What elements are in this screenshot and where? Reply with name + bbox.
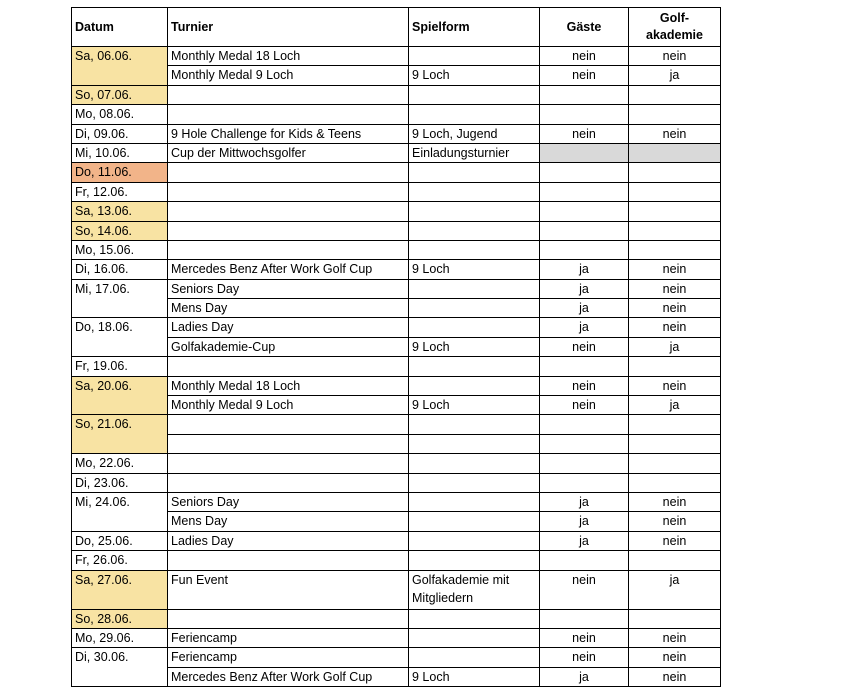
spielform-cell (409, 492, 540, 511)
gaeste-cell: ja (540, 512, 629, 531)
spielform-cell (409, 85, 540, 104)
spielform-cell (409, 531, 540, 550)
gaeste-cell: nein (540, 337, 629, 356)
golfakademie-cell: nein (629, 376, 721, 395)
golfakademie-cell: nein (629, 512, 721, 531)
golfakademie-cell (629, 473, 721, 492)
golfakademie-cell: nein (629, 260, 721, 279)
golfakademie-cell (629, 202, 721, 221)
turnier-cell (168, 105, 409, 124)
spielform-cell: 9 Loch (409, 66, 540, 85)
gaeste-cell (540, 182, 629, 201)
table-row (72, 337, 721, 356)
gaeste-cell: nein (540, 47, 629, 66)
spielform-cell (409, 221, 540, 240)
spielform-cell (409, 473, 540, 492)
date-cell: Mi, 24.06. (72, 492, 168, 531)
turnier-cell (168, 85, 409, 104)
spielform-cell (409, 47, 540, 66)
date-cell: Mi, 10.06. (72, 143, 168, 162)
golfakademie-cell (629, 143, 721, 162)
turnier-cell (168, 221, 409, 240)
spielform-cell: 9 Loch (409, 260, 540, 279)
table-row (72, 143, 721, 162)
gaeste-cell: ja (540, 492, 629, 511)
turnier-cell: Fun Event (168, 570, 409, 609)
turnier-cell: Feriencamp (168, 648, 409, 667)
spielform-cell (409, 163, 540, 182)
table-row (72, 279, 721, 298)
date-cell: Di, 30.06. (72, 648, 168, 687)
golfakademie-cell: nein (629, 667, 721, 686)
golfakademie-cell (629, 85, 721, 104)
gaeste-cell (540, 240, 629, 259)
turnier-cell (168, 609, 409, 628)
table-row (72, 163, 721, 182)
turnier-cell: Mercedes Benz After Work Golf Cup (168, 260, 409, 279)
gaeste-cell (540, 551, 629, 570)
table-row (72, 492, 721, 511)
table-row (72, 318, 721, 337)
date-cell: Do, 11.06. (72, 163, 168, 182)
golfakademie-cell (629, 454, 721, 473)
golfakademie-cell: nein (629, 279, 721, 298)
table-row (72, 182, 721, 201)
golfakademie-cell: nein (629, 628, 721, 647)
date-cell: Mo, 15.06. (72, 240, 168, 259)
table-body (72, 47, 721, 687)
spielform-cell: Golfakademie mit Mitgliedern (409, 570, 540, 609)
gaeste-cell (540, 609, 629, 628)
turnier-cell (168, 182, 409, 201)
table-row (72, 105, 721, 124)
gaeste-cell (540, 163, 629, 182)
golfakademie-cell (629, 551, 721, 570)
golfakademie-cell: ja (629, 66, 721, 85)
turnier-cell (168, 357, 409, 376)
date-cell: Do, 25.06. (72, 531, 168, 550)
header-row (72, 8, 721, 47)
table-row (72, 454, 721, 473)
turnier-cell: Monthly Medal 9 Loch (168, 66, 409, 85)
turnier-cell: Cup der Mittwochsgolfer (168, 143, 409, 162)
gaeste-cell: nein (540, 124, 629, 143)
date-cell: Di, 09.06. (72, 124, 168, 143)
spielform-cell (409, 454, 540, 473)
table-row (72, 531, 721, 550)
golfakademie-cell: nein (629, 318, 721, 337)
gaeste-cell: ja (540, 667, 629, 686)
spielform-cell (409, 376, 540, 395)
date-cell: Mo, 08.06. (72, 105, 168, 124)
turnier-cell: Seniors Day (168, 492, 409, 511)
golfakademie-cell: nein (629, 124, 721, 143)
gaeste-cell (540, 221, 629, 240)
gaeste-cell: ja (540, 260, 629, 279)
table-row (72, 299, 721, 318)
golfakademie-cell (629, 105, 721, 124)
table-row (72, 221, 721, 240)
turnier-cell (168, 434, 409, 453)
spielform-cell (409, 415, 540, 434)
table-row (72, 260, 721, 279)
date-cell: Fr, 12.06. (72, 182, 168, 201)
table-row (72, 202, 721, 221)
spielform-cell: 9 Loch (409, 396, 540, 415)
golfakademie-cell (629, 240, 721, 259)
golfakademie-cell: nein (629, 531, 721, 550)
turnier-cell (168, 202, 409, 221)
date-cell: So, 14.06. (72, 221, 168, 240)
turnier-cell (168, 454, 409, 473)
turnier-cell: Feriencamp (168, 628, 409, 647)
golfakademie-cell (629, 221, 721, 240)
turnier-cell: Seniors Day (168, 279, 409, 298)
table-row (72, 551, 721, 570)
spielform-cell (409, 609, 540, 628)
golfakademie-cell (629, 609, 721, 628)
header-datum: Datum (72, 8, 168, 47)
table-row (72, 47, 721, 66)
table-row (72, 434, 721, 453)
table-row (72, 570, 721, 609)
header-turnier: Turnier (168, 8, 409, 47)
spielform-cell (409, 628, 540, 647)
table-row (72, 396, 721, 415)
turnier-cell: Ladies Day (168, 318, 409, 337)
date-cell: Sa, 20.06. (72, 376, 168, 415)
date-cell: Di, 23.06. (72, 473, 168, 492)
date-cell: Di, 16.06. (72, 260, 168, 279)
date-cell: So, 07.06. (72, 85, 168, 104)
gaeste-cell: ja (540, 279, 629, 298)
gaeste-cell: nein (540, 628, 629, 647)
spielform-cell (409, 299, 540, 318)
date-cell: Mo, 29.06. (72, 628, 168, 647)
table-row (72, 648, 721, 667)
date-cell: Fr, 26.06. (72, 551, 168, 570)
date-cell: Do, 18.06. (72, 318, 168, 357)
golfakademie-cell (629, 357, 721, 376)
gaeste-cell (540, 357, 629, 376)
spielform-cell (409, 240, 540, 259)
golfakademie-cell (629, 163, 721, 182)
date-cell: Sa, 06.06. (72, 47, 168, 86)
turnier-cell (168, 551, 409, 570)
header-gaeste: Gäste (540, 8, 629, 47)
gaeste-cell (540, 454, 629, 473)
golfakademie-cell: nein (629, 47, 721, 66)
golfakademie-cell: ja (629, 570, 721, 609)
gaeste-cell: ja (540, 531, 629, 550)
turnier-cell: Ladies Day (168, 531, 409, 550)
turnier-cell: Mens Day (168, 512, 409, 531)
table-row (72, 512, 721, 531)
gaeste-cell: ja (540, 318, 629, 337)
turnier-cell: Monthly Medal 18 Loch (168, 47, 409, 66)
gaeste-cell (540, 105, 629, 124)
turnier-cell: Mens Day (168, 299, 409, 318)
date-cell: So, 21.06. (72, 415, 168, 454)
spielform-cell (409, 182, 540, 201)
golfakademie-cell (629, 434, 721, 453)
spielform-cell (409, 318, 540, 337)
gaeste-cell (540, 85, 629, 104)
header-golfakademie-text: Golf- akademie (646, 11, 703, 42)
spielform-cell: 9 Loch, Jugend (409, 124, 540, 143)
gaeste-cell: nein (540, 396, 629, 415)
turnier-cell: Mercedes Benz After Work Golf Cup (168, 667, 409, 686)
date-cell: Mo, 22.06. (72, 454, 168, 473)
table-row (72, 376, 721, 395)
table-row (72, 357, 721, 376)
date-cell: So, 28.06. (72, 609, 168, 628)
turnier-cell: 9 Hole Challenge for Kids & Teens (168, 124, 409, 143)
table-row (72, 667, 721, 686)
date-cell: Sa, 13.06. (72, 202, 168, 221)
spielform-cell (409, 357, 540, 376)
table-row (72, 415, 721, 434)
spielform-cell (409, 434, 540, 453)
table-row (72, 85, 721, 104)
turnier-cell: Monthly Medal 18 Loch (168, 376, 409, 395)
spielform-cell (409, 512, 540, 531)
spielform-cell (409, 105, 540, 124)
header-golfakademie (629, 8, 721, 47)
date-cell: Fr, 19.06. (72, 357, 168, 376)
gaeste-cell: ja (540, 299, 629, 318)
gaeste-cell: nein (540, 648, 629, 667)
gaeste-cell: nein (540, 570, 629, 609)
turnier-cell (168, 240, 409, 259)
table-row (72, 124, 721, 143)
spielform-cell: 9 Loch (409, 337, 540, 356)
tournament-table (71, 7, 721, 687)
turnier-cell (168, 163, 409, 182)
golfakademie-cell: ja (629, 396, 721, 415)
gaeste-cell (540, 473, 629, 492)
gaeste-cell (540, 202, 629, 221)
date-cell: Sa, 27.06. (72, 570, 168, 609)
header-spielform: Spielform (409, 8, 540, 47)
spielform-cell: 9 Loch (409, 667, 540, 686)
spielform-cell (409, 202, 540, 221)
turnier-cell: Golfakademie-Cup (168, 337, 409, 356)
spielform-cell: Einladungsturnier (409, 143, 540, 162)
gaeste-cell (540, 415, 629, 434)
gaeste-cell: nein (540, 66, 629, 85)
gaeste-cell (540, 143, 629, 162)
spielform-cell (409, 648, 540, 667)
table-row (72, 240, 721, 259)
table-row (72, 473, 721, 492)
spielform-cell (409, 551, 540, 570)
table-row (72, 628, 721, 647)
turnier-cell: Monthly Medal 9 Loch (168, 396, 409, 415)
date-cell: Mi, 17.06. (72, 279, 168, 318)
turnier-cell (168, 473, 409, 492)
golfakademie-cell (629, 182, 721, 201)
spielform-cell (409, 279, 540, 298)
turnier-cell (168, 415, 409, 434)
golfakademie-cell: nein (629, 648, 721, 667)
table-row (72, 609, 721, 628)
table-row (72, 66, 721, 85)
golfakademie-cell (629, 415, 721, 434)
golfakademie-cell: nein (629, 299, 721, 318)
gaeste-cell (540, 434, 629, 453)
golfakademie-cell: ja (629, 337, 721, 356)
golfakademie-cell: nein (629, 492, 721, 511)
gaeste-cell: nein (540, 376, 629, 395)
